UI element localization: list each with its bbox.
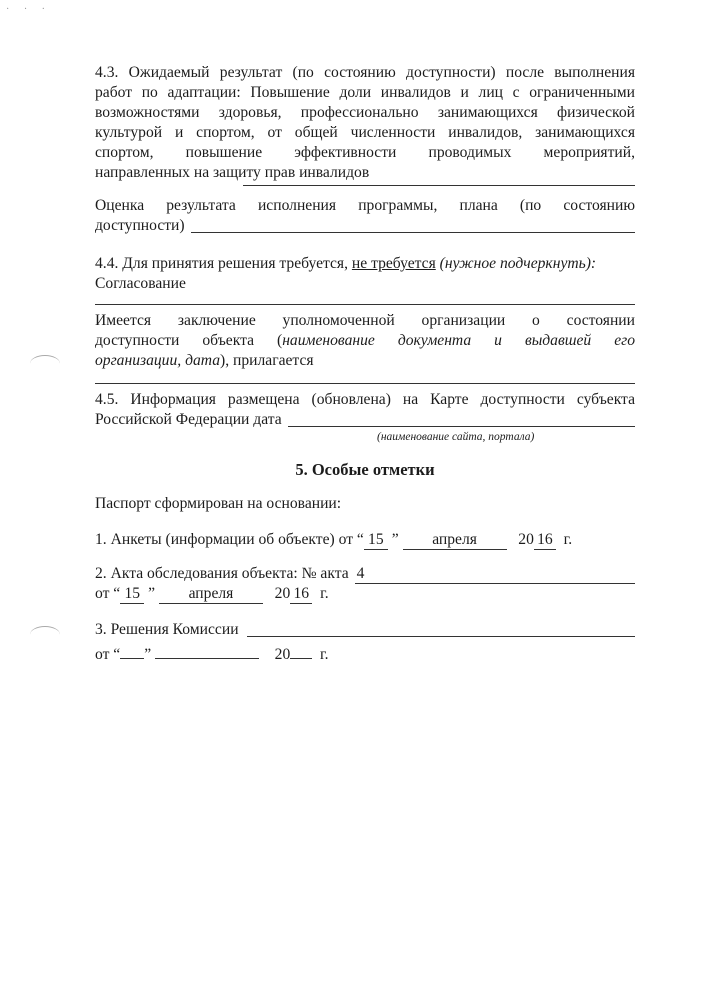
year-prefix: 20 <box>274 646 291 663</box>
approval-field[interactable] <box>95 304 635 305</box>
item-3-year-field[interactable] <box>290 640 312 659</box>
item-1-day-field[interactable]: 15 <box>364 531 388 550</box>
year-unit: г. <box>563 531 573 548</box>
conclusion-field[interactable] <box>95 383 635 384</box>
item-1-month-field[interactable]: апреля <box>403 531 507 550</box>
paragraph-line <box>95 351 635 371</box>
paragraph-line: Оценка результата исполнения программы, плана (по состоянию <box>95 197 635 214</box>
punch-hole-mark <box>30 355 60 372</box>
paragraph-line: 4.5. Информация размещена (обновлена) на Карте доступности субъекта <box>95 391 635 408</box>
from-label: от “ <box>95 646 121 663</box>
paragraph-line: Российской Федерации дата <box>95 411 282 428</box>
item-2-label: 2. Акта обследования объекта: № акта <box>95 565 349 582</box>
paragraph-line: направленных на защиту прав инвалидов <box>95 164 370 181</box>
decision-line <box>95 254 635 274</box>
from-label: от “ <box>95 585 121 602</box>
paragraph-line: Имеется заключение уполномоченной организации о состоянии <box>95 312 635 329</box>
year-prefix: 20 <box>274 585 291 602</box>
item-1-label: 1. Анкеты (информации об объекте) от “ <box>95 531 364 548</box>
item-2-day-field[interactable]: 15 <box>120 585 144 604</box>
section-4-3 <box>95 63 635 186</box>
site-date-field[interactable] <box>288 426 635 427</box>
decision-text: 4.4. Для принятия решения требуется, <box>95 255 352 272</box>
text-italic: организации, дата <box>95 352 221 369</box>
decision-selected-option: не требуется <box>351 255 436 272</box>
year-prefix: 20 <box>518 531 534 548</box>
paragraph-line: работ по адаптации: Повышение доли инвалидов и лиц с ограниченными <box>95 84 635 101</box>
item-3-day-field[interactable] <box>120 640 144 659</box>
section-4-5 <box>95 390 635 444</box>
item-3-label: 3. Решения Комиссии <box>95 621 239 638</box>
conclusion-block <box>95 311 635 371</box>
item-2-act <box>95 564 635 604</box>
blank-line <box>243 185 635 186</box>
item-1-year-field[interactable]: 16 <box>534 531 556 550</box>
paragraph-line: возможностями здоровья, профессионально занимающихся физической <box>95 104 635 121</box>
item-2-month-field[interactable]: апреля <box>159 585 263 604</box>
paragraph-line: доступности) <box>95 217 185 234</box>
paragraph-line: культурой и спортом, от общей численности инвалидов, занимающихся <box>95 124 635 141</box>
paragraph-line <box>95 331 635 351</box>
text-plain: доступности объекта ( <box>95 332 283 349</box>
basis-intro: Паспорт сформирован на основании: <box>95 495 342 512</box>
year-unit: г. <box>320 646 329 663</box>
section-5-heading: 5. Особые отметки <box>295 460 435 479</box>
item-1-survey <box>95 530 635 550</box>
approval-label: Согласование <box>95 275 186 292</box>
item-2-year-field[interactable]: 16 <box>290 585 312 604</box>
evaluation-block <box>95 196 635 236</box>
evaluation-field[interactable] <box>191 232 635 233</box>
text-italic: наименование документа и выдавшей его <box>282 332 635 349</box>
commission-decision-field[interactable] <box>247 636 635 637</box>
paragraph-line: 4.3. Ожидаемый результат (по состоянию доступности) после выполнения <box>95 64 635 81</box>
section-4-4 <box>95 254 635 384</box>
scan-artifact: · · · <box>6 4 51 15</box>
paragraph-line: спортом, повышение эффективности проводимых мероприятий, <box>95 144 635 161</box>
quote-mark: ” <box>144 646 152 663</box>
item-3-commission <box>95 620 635 665</box>
quote-mark: ” <box>391 531 399 548</box>
year-unit: г. <box>320 585 329 602</box>
punch-hole-mark <box>30 626 60 643</box>
item-3-month-field[interactable] <box>155 640 259 659</box>
site-caption: (наименование сайта, портала) <box>377 431 535 443</box>
text-plain: ), прилагается <box>220 352 314 369</box>
quote-mark: ” <box>148 585 156 602</box>
decision-hint: (нужное подчеркнуть): <box>439 255 597 272</box>
document-body <box>95 63 635 665</box>
act-number-field[interactable]: 4 <box>355 565 635 584</box>
